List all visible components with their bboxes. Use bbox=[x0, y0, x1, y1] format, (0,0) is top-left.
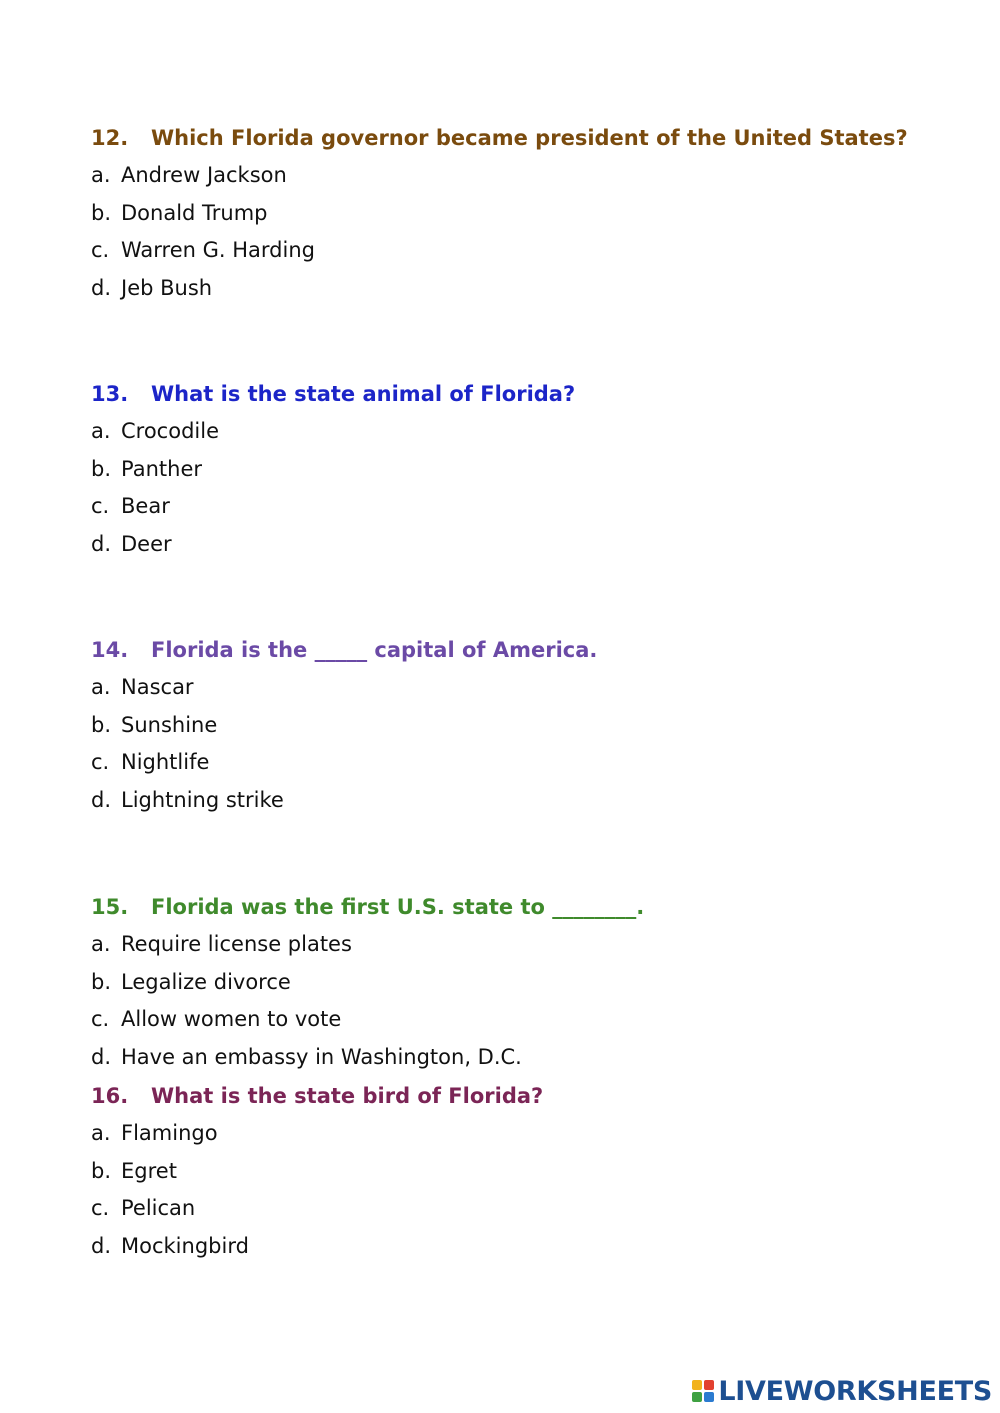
option-text: Nightlife bbox=[121, 750, 210, 775]
option-letter: c. bbox=[91, 1007, 110, 1032]
question-14 bbox=[91, 631, 971, 820]
option-text: Donald Trump bbox=[121, 200, 268, 225]
question-title bbox=[91, 888, 971, 926]
option-letter: a. bbox=[91, 932, 111, 956]
option-d bbox=[91, 1228, 971, 1266]
option-letter: b. bbox=[91, 200, 112, 225]
option-a bbox=[91, 669, 971, 707]
question-text: Florida is the _____ capital of America. bbox=[151, 638, 598, 662]
option-d bbox=[91, 270, 971, 308]
option-letter: d. bbox=[91, 1045, 112, 1070]
option-text: Panther bbox=[121, 456, 202, 481]
option-text: Legalize divorce bbox=[121, 969, 291, 994]
question-text: Which Florida governor became president of the United States? bbox=[151, 126, 908, 150]
option-a bbox=[91, 413, 971, 451]
option-c bbox=[91, 488, 971, 526]
option-a bbox=[91, 926, 971, 964]
option-d bbox=[91, 526, 971, 564]
logo-mark-icon bbox=[692, 1380, 714, 1402]
question-number: 15. bbox=[91, 895, 129, 919]
question-12 bbox=[91, 119, 971, 308]
option-b bbox=[91, 1153, 971, 1191]
option-c bbox=[91, 1190, 971, 1228]
option-b bbox=[91, 707, 971, 745]
option-letter: d. bbox=[91, 276, 112, 301]
question-title bbox=[91, 631, 971, 669]
option-letter: c. bbox=[91, 1196, 110, 1221]
option-text: Sunshine bbox=[121, 712, 218, 737]
option-b bbox=[91, 195, 971, 233]
option-letter: a. bbox=[91, 675, 111, 699]
option-letter: d. bbox=[91, 1234, 112, 1259]
option-text: Have an embassy in Washington, D.C. bbox=[121, 1045, 522, 1070]
question-text: What is the state animal of Florida? bbox=[151, 382, 576, 406]
option-d bbox=[91, 1039, 971, 1077]
option-letter: b. bbox=[91, 712, 112, 737]
option-text: Allow women to vote bbox=[121, 1007, 342, 1032]
option-text: Jeb Bush bbox=[121, 276, 213, 301]
question-number: 14. bbox=[91, 638, 129, 662]
question-title bbox=[91, 119, 971, 157]
option-letter: c. bbox=[91, 750, 110, 775]
option-text: Egret bbox=[121, 1158, 177, 1183]
question-text: What is the state bird of Florida? bbox=[151, 1084, 544, 1108]
question-13 bbox=[91, 375, 971, 564]
option-text: Deer bbox=[121, 532, 172, 557]
liveworksheets-logo bbox=[692, 1373, 992, 1409]
option-letter: d. bbox=[91, 788, 112, 813]
option-letter: c. bbox=[91, 494, 110, 519]
option-letter: a. bbox=[91, 163, 111, 187]
question-number: 13. bbox=[91, 382, 129, 406]
question-15 bbox=[91, 888, 971, 1077]
option-letter: b. bbox=[91, 969, 112, 994]
option-letter: c. bbox=[91, 238, 110, 263]
option-b bbox=[91, 451, 971, 489]
option-text: Andrew Jackson bbox=[121, 163, 287, 187]
option-letter: d. bbox=[91, 532, 112, 557]
option-a bbox=[91, 1115, 971, 1153]
question-text: Florida was the first U.S. state to ________. bbox=[151, 895, 645, 919]
option-text: Lightning strike bbox=[121, 788, 284, 813]
question-title bbox=[91, 375, 971, 413]
option-letter: a. bbox=[91, 1121, 111, 1145]
option-letter: a. bbox=[91, 419, 111, 443]
option-a bbox=[91, 157, 971, 195]
question-title bbox=[91, 1077, 971, 1115]
option-text: Mockingbird bbox=[121, 1234, 249, 1259]
option-c bbox=[91, 1001, 971, 1039]
logo-text: LIVEWORKSHEETS bbox=[718, 1375, 992, 1407]
option-letter: b. bbox=[91, 456, 112, 481]
option-text: Require license plates bbox=[121, 932, 352, 956]
option-text: Flamingo bbox=[121, 1121, 218, 1145]
option-c bbox=[91, 232, 971, 270]
option-text: Crocodile bbox=[121, 419, 219, 443]
option-text: Bear bbox=[121, 494, 170, 519]
option-text: Warren G. Harding bbox=[121, 238, 315, 263]
question-16 bbox=[91, 1077, 971, 1266]
option-b bbox=[91, 964, 971, 1002]
option-letter: b. bbox=[91, 1158, 112, 1183]
question-number: 16. bbox=[91, 1084, 129, 1108]
option-text: Nascar bbox=[121, 675, 194, 699]
option-c bbox=[91, 744, 971, 782]
option-text: Pelican bbox=[121, 1196, 196, 1221]
option-d bbox=[91, 782, 971, 820]
question-number: 12. bbox=[91, 126, 129, 150]
